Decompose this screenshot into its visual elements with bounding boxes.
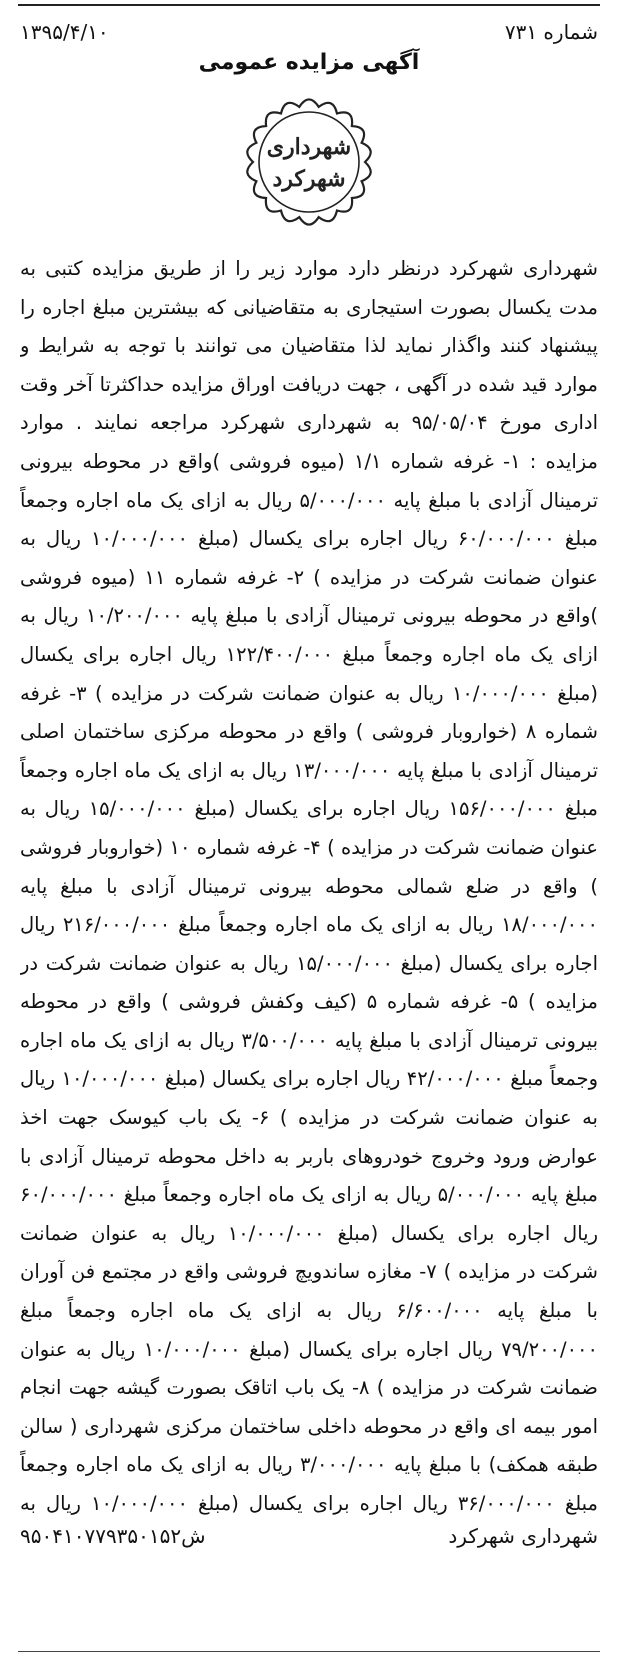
seal-lettering — [267, 134, 351, 192]
header — [20, 18, 598, 46]
ad-number: شماره ۷۳۱ — [504, 20, 598, 44]
footer — [20, 1522, 598, 1550]
municipality-seal-icon — [235, 88, 383, 236]
bottom-divider — [18, 1651, 600, 1652]
reference-number: ش۹۵۰۴۱۰۷۷۹۳۵۰۱۵۲ — [20, 1524, 206, 1548]
top-divider — [18, 4, 600, 6]
seal-container — [20, 88, 598, 236]
advertisement-body: شهرداری شهرکرد درنظر دارد موارد زیر را از طریق مزایده کتبی به مدت یکسال بصورت استیجاری به متقاضیانی که بیشترین مبلغ اجاره را پیشنهاد کنند واگذار نماید لذا متقاضیان می توانند با توجه به شرایط و موارد قید شده در آگهی ، جهت دریافت اوراق مزایده حداکثرتا آخر وقت اداری مورخ ۹۵/۰۵/۰۴ به شهرداری شهرکرد مراجعه نمایند . موارد مزایده : ۱- غرفه شماره ۱/۱ (میوه فروشی )واقع در محوطه بیرونی ترمینال آزادی با مبلغ پایه ۵/۰۰۰/۰۰۰ ریال به ازای یک ماه اجاره وجمعاً مبلغ ۶۰/۰۰۰/۰۰۰ ریال اجاره برای یکسال (مبلغ ۱۰/۰۰۰/۰۰۰ ریال به عنوان ضمانت شرکت در مزایده ) ۲- غرفه شماره ۱۱ (میوه فروشی )واقع در محوطه بیرونی ترمینال آزادی با مبلغ پایه ۱۰/۲۰۰/۰۰۰ ریال به ازای یک ماه اجاره وجمعاً مبلغ ۱۲۲/۴۰۰/۰۰۰ ریال اجاره برای یکسال (مبلغ ۱۰/۰۰۰/۰۰۰ ریال به عنوان ضمانت شرکت در مزایده ) ۳- غرفه شماره ۸ (خواروبار فروشی ) واقع در محوطه مرکزی ساختمان اصلی ترمینال آزادی با مبلغ پایه ۱۳/۰۰۰/۰۰۰ ریال به ازای یک ماه اجاره وجمعاً مبلغ ۱۵۶/۰۰۰/۰۰۰ ریال اجاره برای یکسال (مبلغ ۱۵/۰۰۰/۰۰۰ ریال به عنوان ضمانت شرکت در مزایده ) ۴- غرفه شماره ۱۰ (خواروبار فروشی ) واقع در ضلع شمالی محوطه بیرونی ترمینال آزادی با مبلغ پایه ۱۸/۰۰۰/۰۰۰ ریال به ازای یک ماه اجاره وجمعاً مبلغ ۲۱۶/۰۰۰/۰۰۰ ریال اجاره برای یکسال (مبلغ ۱۵/۰۰۰/۰۰۰ ریال به عنوان ضمانت شرکت در مزایده ) ۵- غرفه شماره ۵ (کیف وکفش فروشی ) واقع در محوطه بیرونی ترمینال آزادی با مبلغ پایه ۳/۵۰۰/۰۰۰ ریال به ازای یک ماه اجاره وجمعاً مبلغ ۴۲/۰۰۰/۰۰۰ ریال اجاره برای یکسال (مبلغ ۱۰/۰۰۰/۰۰۰ ریال به عنوان ضمانت شرکت در مزایده ) ۶- یک باب کیوسک جهت اخذ عوارض ورود وخروج خودروهای باربر به داخل محوطه ترمینال آزادی با مبلغ پایه ۵/۰۰۰/۰۰۰ ریال به ازای یک ماه اجاره وجمعاً مبلغ ۶۰/۰۰۰/۰۰۰ ریال اجاره برای یکسال (مبلغ ۱۰/۰۰۰/۰۰۰ ریال به عنوان ضمانت شرکت در مزایده ) ۷- مغازه ساندویچ فروشی واقع در مجتمع فن آوران با مبلغ پایه ۶/۶۰۰/۰۰۰ ریال به ازای یک ماه اجاره وجمعاً مبلغ ۷۹/۲۰۰/۰۰۰ ریال اجاره برای یکسال (مبلغ ۱۰/۰۰۰/۰۰۰ ریال به عنوان ضمانت شرکت در مزایده ) ۸- یک باب اتاقک بصورت گیشه جهت انجام امور بیمه ای واقع در محوطه داخلی ساختمان مرکزی شهرداری ( سالن طبقه همکف) با مبلغ پایه ۳/۰۰۰/۰۰۰ ریال به ازای یک ماه اجاره وجمعاً مبلغ ۳۶/۰۰۰/۰۰۰ ریال اجاره برای یکسال (مبلغ ۱۰/۰۰۰/۰۰۰ ریال به — [20, 257, 598, 1515]
svg-text:شهرداری: شهرداری — [266, 134, 352, 160]
svg-text:شهرکرد: شهرکرد — [272, 166, 346, 192]
signature: شهرداری شهرکرد — [448, 1524, 598, 1548]
page-title: آگهی مزایده عمومی — [198, 50, 420, 75]
ad-date: ۱۳۹۵/۴/۱۰ — [20, 20, 109, 44]
